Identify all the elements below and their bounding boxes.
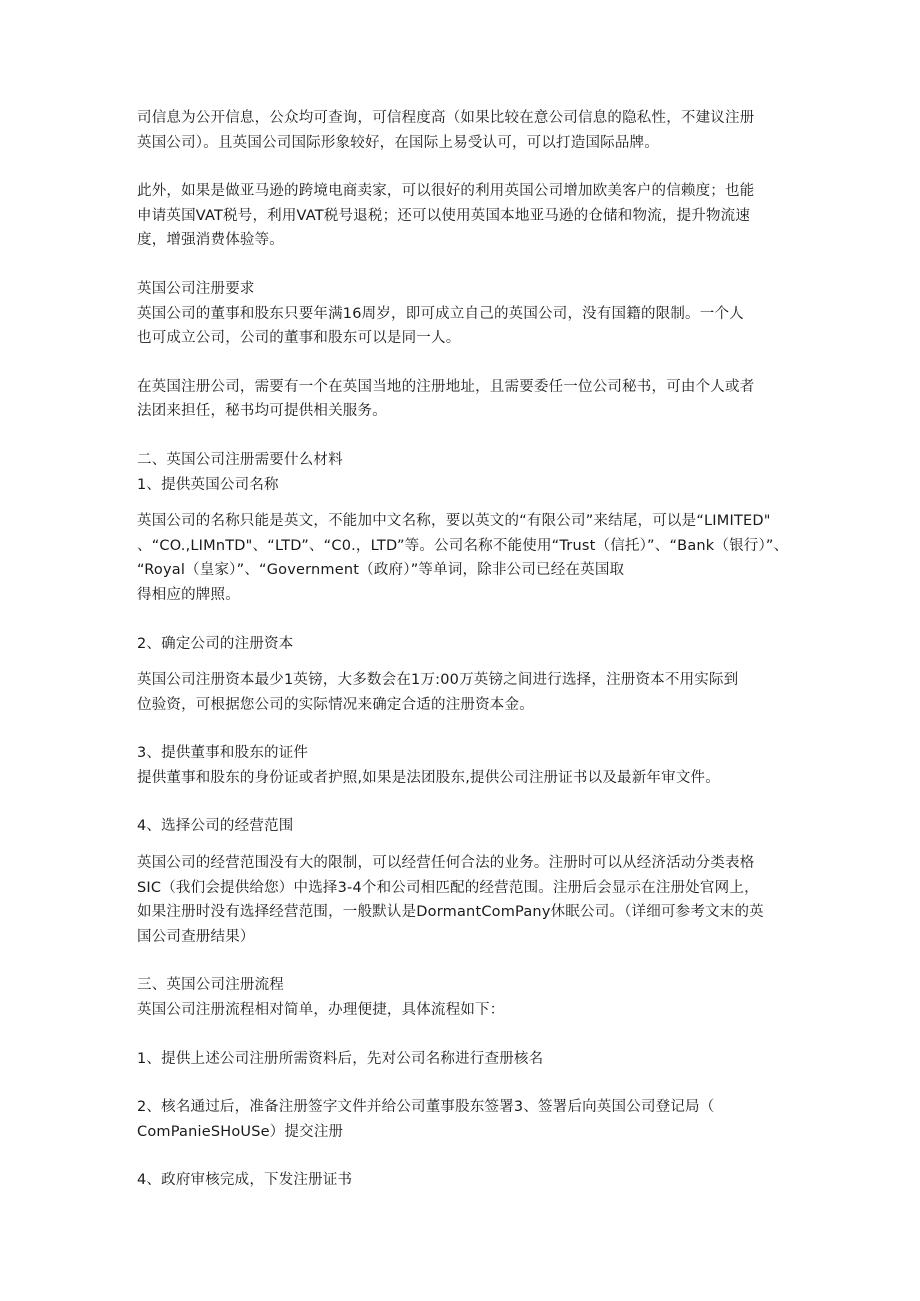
heading-company-name: 1、提供英国公司名称	[137, 476, 279, 493]
process-step-2-3: 2、核名通过后，准备注册签字文件并给公司董事股东签署3、签署后向英国公司登记局（ ComPanieSHoUSe）提交注册	[137, 1099, 715, 1140]
heading-business-scope: 4、选择公司的经营范围	[137, 818, 294, 835]
paragraph-company-name-rules: 英国公司的名称只能是英文，不能加中文名称，要以英文的“有限公司”来结尾，可以是“LIMITED" 、“CO.,LIMnTD"、“LTD”、“C0.，LTD”等。公司名称不能使用“Trust（信托）”、“Bank（银行）”、 “Royal（皇家）”、“Government（政府）”等单词，除非公司已经在英国取 得相应的牌照。	[137, 513, 789, 603]
process-step-1: 1、提供上述公司注册所需资料后，先对公司名称进行查册核名	[137, 1050, 544, 1067]
document-body	[137, 106, 787, 1193]
paragraph-amazon-sellers: 此外，如果是做亚马逊的跨境电商卖家，可以很好的利用英国公司增加欧美客户的信赖度；也能 申请英国VAT税号，利用VAT税号退税；还可以使用英国本地亚马逊的仓储和物流，提升物流速 度，增强消费体验等。	[137, 183, 755, 249]
heading-registered-capital: 2、确定公司的注册资本	[137, 635, 294, 652]
heading-registration-process: 三、英国公司注册流程	[137, 977, 284, 994]
paragraph-director-documents: 提供董事和股东的身份证或者护照,如果是法团股东,提供公司注册证书以及最新年审文件。	[137, 769, 720, 786]
process-step-4: 4、政府审核完成，下发注册证书	[137, 1172, 353, 1189]
paragraph-public-info: 司信息为公开信息，公众均可查询，可信程度高（如果比较在意公司信息的隐私性，不建议注册 英国公司）。且英国公司国际形象较好，在国际上易受认可，可以打造国际品牌。	[137, 110, 755, 151]
paragraph-business-scope: 英国公司的经营范围没有大的限制，可以经营任何合法的业务。注册时可以从经济活动分类表格 SIC（我们会提供给您）中选择3-4个和公司相匹配的经营范围。注册后会显示在注册处官网上， 如果注册时没有选择经营范围，一般默认是DormantComPany休眠公司。（详细可参考文末的英 国公司查册结果）	[137, 855, 764, 945]
heading-director-documents: 3、提供董事和股东的证件	[137, 745, 309, 762]
paragraph-process-intro: 英国公司注册流程相对简单，办理便捷，具体流程如下：	[137, 1002, 505, 1019]
paragraph-age-requirement: 英国公司的董事和股东只要年满16周岁，即可成立自己的英国公司，没有国籍的限制。一个人 也可成立公司，公司的董事和股东可以是同一人。	[137, 305, 744, 347]
heading-materials: 二、英国公司注册需要什么材料	[137, 451, 343, 468]
heading-requirements: 英国公司注册要求	[137, 280, 255, 297]
paragraph-registered-capital: 英国公司注册资本最少1英镑，大多数会在1万:00万英镑之间进行选择，注册资本不用实际到 位验资，可根据您公司的实际情况来确定合适的注册资本金。	[137, 672, 739, 713]
paragraph-registered-address: 在英国注册公司，需要有一个在英国当地的注册地址，且需要委任一位公司秘书，可由个人或者 法团来担任，秘书均可提供相关服务。	[137, 378, 755, 420]
